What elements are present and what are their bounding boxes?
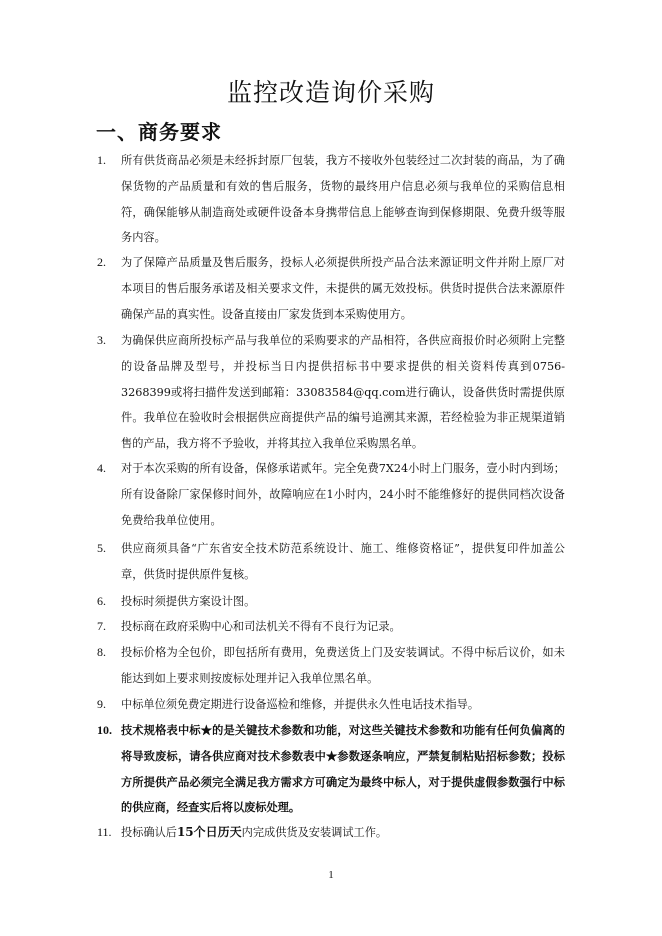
item-text: 为确保供应商所投标产品与我单位的采购要求的产品相符，各供应商报价时必须附上完整的设备品牌及型号，并投标当日内提供招标书中要求提供的相关资料传真到0756-3268399或将扫描件发送到邮箱：33083584@qq.com进行确认，设备供货时需提供原件。我单位在验收时会根据供应商提供产品的编号追溯其来源，若经检验为非正规渠道销售的产品，我方将不予验收，并将其拉入我单位采购黑名单。 <box>121 334 565 451</box>
item-number: 7. <box>97 619 106 633</box>
item-number: 2. <box>97 255 106 269</box>
item-text: 为了保障产品质量及售后服务，投标人必须提供所投产品合法来源证明文件并附上原厂对本项目的售后服务承诺及相关要求文件，未提供的属无效投标。供货时提供合法来源原件确保产品的真实性。设备直接由厂家发货到本采购使用方。 <box>121 256 565 321</box>
item-text: 投标时须提供方案设计图。 <box>121 595 256 608</box>
delivery-days-emphasis: 15个日历天 <box>176 825 242 839</box>
section-heading: 一、商务要求 <box>96 120 222 144</box>
item-text: 投标价格为全包价，即包括所有费用，免费送货上门及安装调试。不得中标后议价，如未能达到如上要求则按废标处理并记入我单位黑名单。 <box>121 646 565 685</box>
item-text: 所有供货商品必须是未经拆封原厂包装，我方不接收外包装经过二次封装的商品，为了确保货物的产品质量和有效的售后服务，货物的最终用户信息必须与我单位的采购信息相符，确保能够从制造商处或硬件设备本身携带信息上能够查询到保修期限、免费升级等服务内容。 <box>121 154 565 245</box>
item-number: 10. <box>97 723 112 737</box>
item-number: 1. <box>97 153 106 167</box>
item-number: 4. <box>97 461 106 475</box>
page-number: 1 <box>328 869 334 881</box>
item-number: 6. <box>97 594 106 608</box>
item-text-after: 内完成供货及安装调试工作。 <box>241 826 388 839</box>
item-number: 5. <box>97 541 106 555</box>
item-number: 11. <box>97 825 112 839</box>
item-text: 供应商须具备“广东省安全技术防范系统设计、施工、维修资格证”，提供复印件加盖公章，供货时提供原件复核。 <box>121 542 565 581</box>
item-text: 中标单位须免费定期进行设备巡检和维修，并提供永久性电话技术指导。 <box>121 698 480 711</box>
item-number: 9. <box>97 697 106 711</box>
item-number: 3. <box>97 333 106 347</box>
item-text <box>121 820 565 846</box>
page-title: 监控改造询价采购 <box>226 78 435 107</box>
item-text-before: 投标确认后 <box>121 826 177 839</box>
item-number: 8. <box>97 645 106 659</box>
item-text: 对于本次采购的所有设备，保修承诺贰年。完全免费7X24小时上门服务，壹小时内到场；所有设备除厂家保修时间外，故障响应在1小时内，24小时不能维修好的提供同档次设备免费给我单位使用。 <box>121 462 565 527</box>
item-text: 技术规格表中标★的是关键技术参数和功能，对这些关键技术参数和功能有任何负偏离的将导致废标，请各供应商对技术参数表中★参数逐条响应，严禁复制粘贴招标参数；投标方所提供产品必须完全满足我方需求方可确定为最终中标人，对于提供虚假参数强行中标的供应商，经查实后将以废标处理。 <box>121 723 565 815</box>
item-text: 投标商在政府采购中心和司法机关不得有不良行为记录。 <box>121 620 401 633</box>
